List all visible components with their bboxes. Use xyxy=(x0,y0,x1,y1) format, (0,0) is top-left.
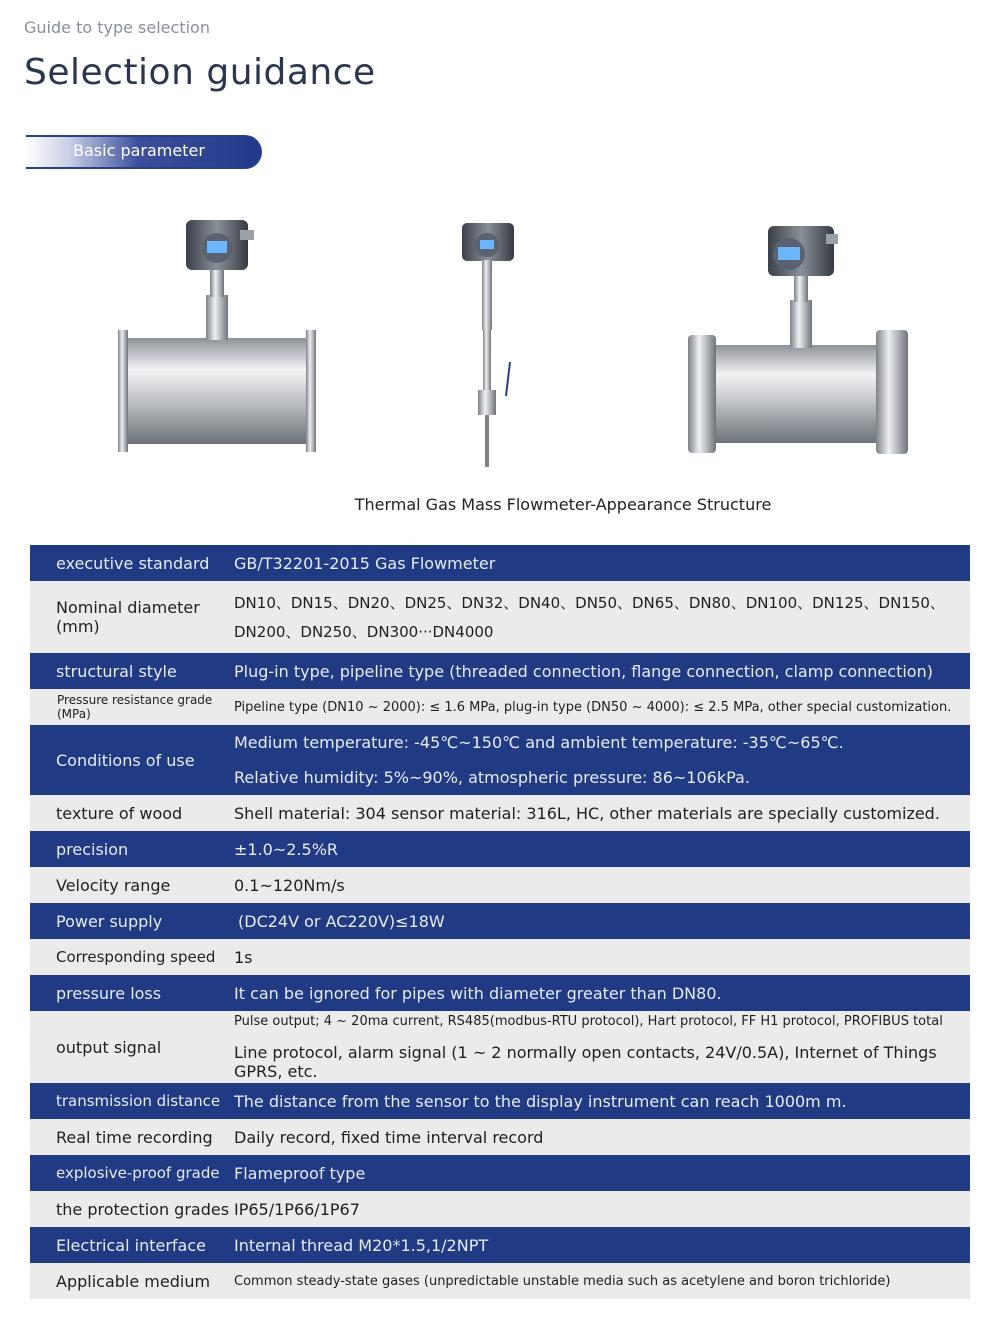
image-caption: Thermal Gas Mass Flowmeter-Appearance Structure xyxy=(354,495,772,514)
spec-value: Plug-in type, pipeline type (threaded connection, flange connection, clamp connection) xyxy=(234,661,933,681)
spec-value: 1s xyxy=(234,947,253,967)
spec-row xyxy=(30,1155,970,1191)
spec-row xyxy=(30,1011,970,1083)
spec-key: structural style xyxy=(56,661,177,681)
spec-row xyxy=(30,1191,970,1227)
plug-in-type-flowmeter xyxy=(462,223,514,467)
spec-value: Internal thread M20*1.5,1/2NPT xyxy=(234,1235,489,1255)
spec-key: transmission distance xyxy=(56,1092,221,1110)
spec-key: Velocity range xyxy=(56,875,171,895)
spec-value: DN10、DN15、DN20、DN25、DN32、DN40、DN50、DN65、DN80、DN100、DN125、DN150、 DN200、DN250、DN300···DN4000 xyxy=(234,594,945,641)
spec-value: Medium temperature: -45℃~150℃ and ambient temperature: -35℃~65℃. Relative humidity: 5%~90%, atmospheric pressure: 86~106kPa. xyxy=(234,733,844,787)
spec-row xyxy=(30,653,970,689)
spec-key: Conditions of use xyxy=(56,750,195,770)
spec-key: Real time recording xyxy=(56,1127,213,1147)
spec-key: Pressure resistance grade (MPa) xyxy=(57,693,213,721)
spec-row xyxy=(30,795,970,831)
spec-key: Nominal diameter (mm) xyxy=(56,598,200,636)
flowmeter-illustrations xyxy=(0,190,1000,490)
spec-row xyxy=(30,1119,970,1155)
section-kicker: Guide to type selection xyxy=(24,18,210,37)
spec-key: explosive-proof grade xyxy=(56,1164,220,1182)
pipeline-type-flowmeter xyxy=(118,220,316,452)
spec-key: precision xyxy=(56,839,129,859)
spec-key: executive standard xyxy=(56,553,210,573)
spec-value: (DC24V or AC220V)≤18W xyxy=(238,911,445,931)
spec-row xyxy=(30,975,970,1011)
spec-row xyxy=(30,689,970,725)
spec-row xyxy=(30,831,970,867)
spec-key: Power supply xyxy=(56,911,163,931)
spec-value: Flameproof type xyxy=(234,1163,366,1183)
spec-row xyxy=(30,1083,970,1119)
spec-value: Daily record, fixed time interval record xyxy=(234,1127,544,1147)
spec-row xyxy=(30,939,970,975)
spec-row xyxy=(30,725,970,795)
spec-row xyxy=(30,903,970,939)
spec-table xyxy=(30,545,970,1299)
spec-value: Shell material: 304 sensor material: 316L, HC, other materials are specially customized. xyxy=(234,803,940,823)
spec-key: output signal xyxy=(56,1037,162,1057)
spec-key: texture of wood xyxy=(56,803,183,823)
spec-value: IP65/1P66/1P67 xyxy=(234,1199,360,1219)
spec-key: Electrical interface xyxy=(56,1235,206,1255)
spec-key: Applicable medium xyxy=(56,1271,211,1291)
spec-row xyxy=(30,545,970,581)
page-title: Selection guidance xyxy=(24,52,376,93)
spec-row xyxy=(30,867,970,903)
spec-value: GB/T32201-2015 Gas Flowmeter xyxy=(234,553,496,573)
spec-value: The distance from the sensor to the display instrument can reach 1000m m. xyxy=(234,1091,847,1111)
spec-value: 0.1~120Nm/s xyxy=(234,875,345,895)
spec-value: Pipeline type (DN10 ~ 2000): ≤ 1.6 MPa, plug-in type (DN50 ~ 4000): ≤ 2.5 MPa, other special customization. xyxy=(234,699,952,715)
spec-value: ±1.0~2.5%R xyxy=(234,839,339,859)
spec-row xyxy=(30,1263,970,1299)
spec-value: It can be ignored for pipes with diameter greater than DN80. xyxy=(234,983,722,1003)
product-images xyxy=(0,190,1000,490)
spec-key: the protection grades xyxy=(56,1199,230,1219)
basic-parameter-tab[interactable] xyxy=(26,135,262,169)
spec-row xyxy=(30,1227,970,1263)
spec-value: Pulse output; 4 ~ 20ma current, RS485(modbus-RTU protocol), Hart protocol, FF H1 protocol, PROFIBUS total Line protocol, alarm signal (1 ~ 2 normally open contacts, 24V/0.5A), Internet of Things GPRS, etc. xyxy=(234,1013,943,1081)
spec-key: pressure loss xyxy=(56,983,162,1003)
flange-type-flowmeter xyxy=(688,226,908,454)
tab-label: Basic parameter xyxy=(73,141,205,160)
spec-row xyxy=(30,581,970,653)
spec-key: Corresponding speed xyxy=(56,948,216,966)
spec-value: Common steady-state gases (unpredictable unstable media such as acetylene and boron trichloride) xyxy=(234,1273,891,1289)
